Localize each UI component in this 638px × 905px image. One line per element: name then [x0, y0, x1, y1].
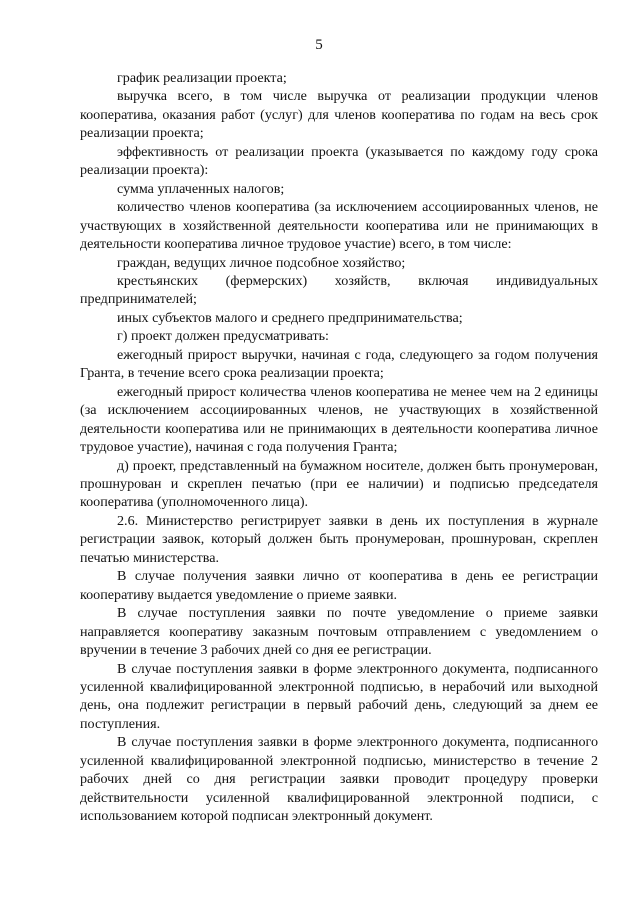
paragraph-member-count: количество членов кооператива (за исключением ассоциированных членов, не участвующих в хозяйственной деятельности кооператива или не принимающих в деятельности кооператива личное трудовое участие) всего, в том числе:: [80, 199, 598, 253]
paragraph-member-growth: ежегодный прирост количества членов кооператива не менее чем на 2 единицы (за исключением ассоциированных членов, не участвующих в хозяйственной деятельности кооператива или не принимающих в деятельности кооператива личное трудовое участие), начиная с года получения Гранта;: [80, 383, 598, 456]
paragraph-project-requirements: г) проект должен предусматривать:: [117, 328, 329, 345]
paragraph-revenue: выручка всего, в том числе выручка от реализации продукции членов кооператива, оказания работ (услуг) для членов кооператива по годам на весь срок реализации проекта;: [80, 88, 598, 142]
document-body: [80, 69, 598, 826]
paragraph-revenue-growth: ежегодный прирост выручки, начиная с года, следующего за годом получения Гранта, в течение всего срока реализации проекта;: [80, 346, 598, 382]
paragraph-registration: 2.6. Министерство регистрирует заявки в день их поступления в журнале регистрации заявок, который должен быть пронумерован, прошнурован, скреплен печатью министерства.: [80, 512, 598, 566]
paragraph-efficiency: эффективность от реализации проекта (указывается по каждому году срока реализации проекта):: [80, 143, 598, 179]
paragraph-citizens: граждан, ведущих личное подсобное хозяйство;: [117, 254, 406, 271]
paragraph-schedule: график реализации проекта;: [117, 70, 287, 86]
page-number: 5: [315, 37, 323, 53]
paragraph-small-business: иных субъектов малого и среднего предпринимательства;: [117, 309, 463, 326]
paragraph-taxes: сумма уплаченных налогов;: [117, 180, 285, 197]
paragraph-in-person: В случае получения заявки лично от кооператива в день ее регистрации кооперативу выдается уведомление о приеме заявки.: [80, 568, 598, 603]
paragraph-farms: крестьянских (фермерских) хозяйств, включая индивидуальных предпринимателей;: [80, 272, 598, 308]
paragraph-paper-project: д) проект, представленный на бумажном носителе, должен быть пронумерован, прошнурован и скреплен печатью (при ее наличии) и подписью председателя кооператива (уполномоченного лица).: [80, 457, 598, 511]
paragraph-by-mail: В случае поступления заявки по почте уведомление о приеме заявки направляется кооперативу заказным почтовым отправлением с уведомлением о вручении в течение 3 рабочих дней со дня ее регистрации.: [80, 605, 598, 659]
paragraph-electronic-nonworking: В случае поступления заявки в форме электронного документа, подписанного усиленной квалифицированной электронной подписью, в нерабочий или выходной день, она подлежит регистрации в первый рабочий день, следующий за днем ее поступления.: [80, 660, 598, 732]
paragraph-electronic-signature-check: В случае поступления заявки в форме электронного документа, подписанного усиленной квалифицированной электронной подписью, министерство в течение 2 рабочих дней со дня регистрации заявки проводит процедуру проверки действительности усиленной квалифицированной электронной подписи, с использованием которой подписан электронный документ.: [80, 734, 598, 825]
